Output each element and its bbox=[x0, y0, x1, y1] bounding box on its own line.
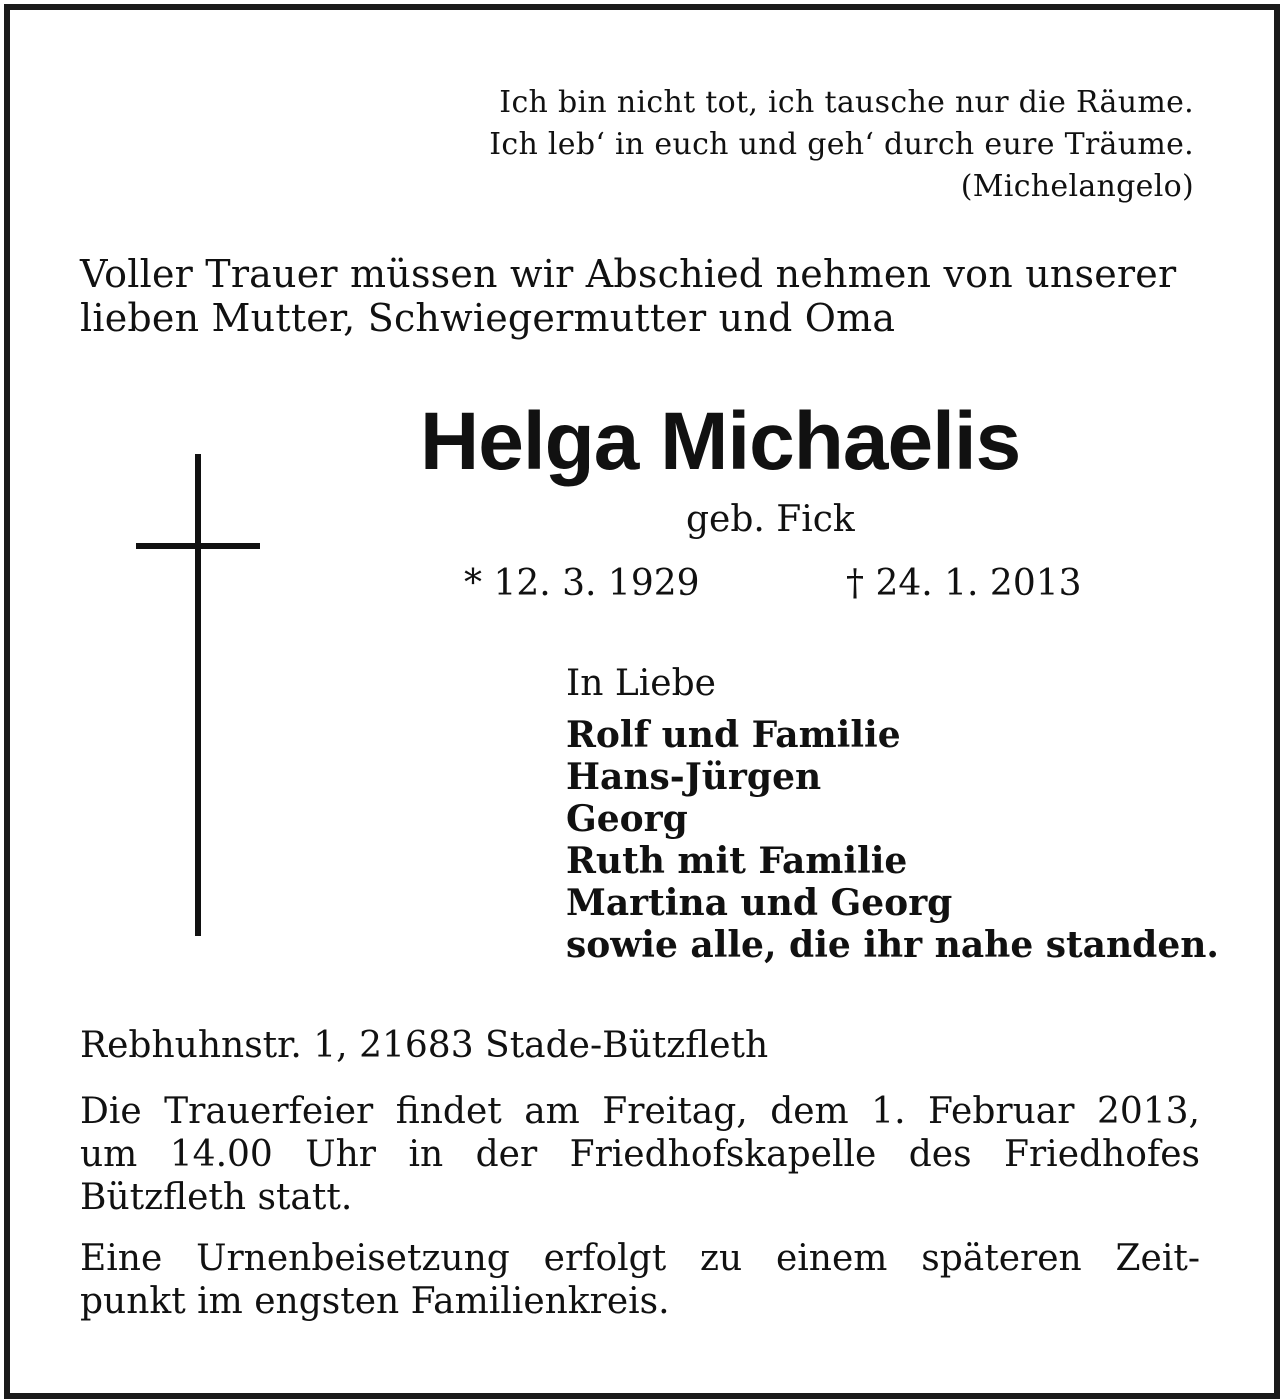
service-line: um 14.00 Uhr in der Friedhofskapelle des Friedhofes bbox=[80, 1134, 1200, 1175]
cross-icon bbox=[130, 450, 262, 938]
burial-info bbox=[80, 1237, 1200, 1323]
cross-horizontal-beam bbox=[136, 543, 260, 549]
cross-vertical-beam bbox=[195, 454, 201, 936]
burial-line: punkt im engsten Familienkreis. bbox=[80, 1281, 670, 1322]
mourner-name: sowie alle, die ihr nahe standen. bbox=[566, 924, 1219, 966]
intro-line: Voller Trauer müssen wir Abschied nehmen von unserer bbox=[80, 252, 1177, 296]
birth-date: * 12. 3. 1929 bbox=[464, 563, 700, 604]
maiden-name: geb. Fick bbox=[686, 499, 855, 540]
intro-text bbox=[80, 252, 1200, 340]
quote-author: (Michelangelo) bbox=[960, 169, 1194, 204]
mourners-list bbox=[566, 714, 1219, 966]
service-line: Die Trauerfeier findet am Freitag, dem 1. Februar 2013, bbox=[80, 1091, 1200, 1132]
service-line: Bützfleth statt. bbox=[80, 1177, 353, 1218]
quote-line: Ich bin nicht tot, ich tausche nur die Räume. bbox=[499, 85, 1194, 120]
mourner-name: Rolf und Familie bbox=[566, 714, 901, 756]
mourner-name: Martina und Georg bbox=[566, 882, 953, 924]
quote-line: Ich leb‘ in euch und geh‘ durch eure Träume. bbox=[489, 127, 1194, 162]
epigraph-quote bbox=[489, 82, 1194, 208]
burial-line: Eine Urnenbeisetzung erfolgt zu einem späteren Zeit- bbox=[80, 1238, 1200, 1279]
intro-line: lieben Mutter, Schwiegermutter und Oma bbox=[80, 296, 896, 340]
service-info bbox=[80, 1090, 1200, 1219]
mourner-name: Hans-Jürgen bbox=[566, 756, 822, 798]
mourner-name: Ruth mit Familie bbox=[566, 840, 908, 882]
mourners-heading: In Liebe bbox=[566, 663, 716, 704]
mourner-name: Georg bbox=[566, 798, 688, 840]
death-date: † 24. 1. 2013 bbox=[846, 563, 1082, 604]
address: Rebhuhnstr. 1, 21683 Stade-Bützfleth bbox=[80, 1025, 769, 1066]
deceased-name: Helga Michaelis bbox=[420, 396, 1021, 487]
